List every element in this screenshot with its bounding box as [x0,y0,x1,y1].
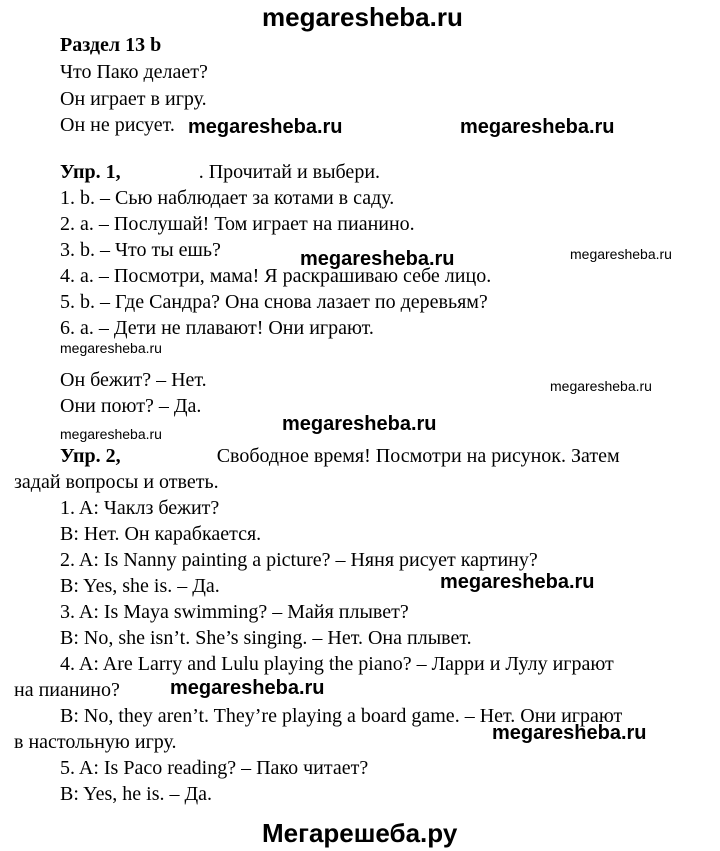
exercise-2-line: B: Нет. Он карабкается. [60,523,262,545]
watermark-inline: megaresheba.ru [492,722,647,744]
section-title: Раздел 13 b [60,34,162,56]
section-line: Что Пако делает? [60,61,208,83]
watermark-inline: megaresheba.ru [440,571,595,593]
section-line: Он играет в игру. [60,88,207,110]
exercise-1-item: 3. b. – Что ты ешь? [60,239,221,261]
exercise-1-item: 6. a. – Дети не плавают! Они играют. [60,317,374,339]
exercise-2-line: 4. A: Are Larry and Lulu playing the piano? – Ларри и Лулу играют [60,653,614,675]
example-line: Он бежит? – Нет. [60,369,207,391]
watermark-inline: megaresheba.ru [188,116,343,138]
exercise-1-item: 1. b. – Сью наблюдает за котами в саду. [60,187,395,209]
exercise-1-item: 2. a. – Послушай! Том играет на пианино. [60,213,415,235]
section-line: Он не рисует. [60,114,175,136]
exercise-2-line: B: Yes, she is. – Да. [60,575,220,597]
watermark-inline-small: megaresheba.ru [550,378,652,394]
watermark-inline-small: megaresheba.ru [60,340,162,356]
example-line: Они поют? – Да. [60,395,202,417]
watermark-inline: megaresheba.ru [282,413,437,435]
watermark-inline-small: megaresheba.ru [570,246,672,262]
watermark-inline: megaresheba.ru [170,677,325,699]
exercise-2-line: B: No, they aren’t. They’re playing a board game. – Нет. Они играют [60,705,623,727]
exercise-1-instruction: . Прочитай и выбери. [198,161,381,183]
exercise-2-instruction-cont: задай вопросы и ответь. [14,471,219,493]
exercise-2-line: B: No, she isn’t. She’s singing. – Нет. Она плывет. [60,627,472,649]
exercise-2-line: в настольную игру. [14,731,177,753]
exercise-1-item: 4. a. – Посмотри, мама! Я раскрашиваю себе лицо. [60,265,492,287]
exercise-2-line: B: Yes, he is. – Да. [60,783,212,805]
watermark-bottom: Мегарешеба.ру [262,818,458,848]
exercise-2-label: Упр. 2, [60,445,121,467]
exercise-1-item: 5. b. – Где Сандра? Она снова лазает по деревьям? [60,291,488,313]
exercise-1-header [60,160,380,184]
exercise-2-line: на пианино? [14,679,120,701]
watermark-inline: megaresheba.ru [460,116,615,138]
exercise-2-header [60,444,620,468]
exercise-2-line: 1. A: Чаклз бежит? [60,497,220,519]
watermark-top: megaresheba.ru [262,2,463,32]
exercise-2-line: 3. A: Is Maya swimming? – Майя плывет? [60,601,409,623]
exercise-2-line: 5. A: Is Paco reading? – Пако читает? [60,757,369,779]
exercise-2-line: 2. A: Is Nanny painting a picture? – Няня рисует картину? [60,549,538,571]
exercise-2-instruction: Свободное время! Посмотри на рисунок. Затем [216,445,620,467]
exercise-1-label: Упр. 1, [60,161,121,183]
watermark-inline: megaresheba.ru [300,248,455,270]
watermark-inline-small: megaresheba.ru [60,426,162,442]
